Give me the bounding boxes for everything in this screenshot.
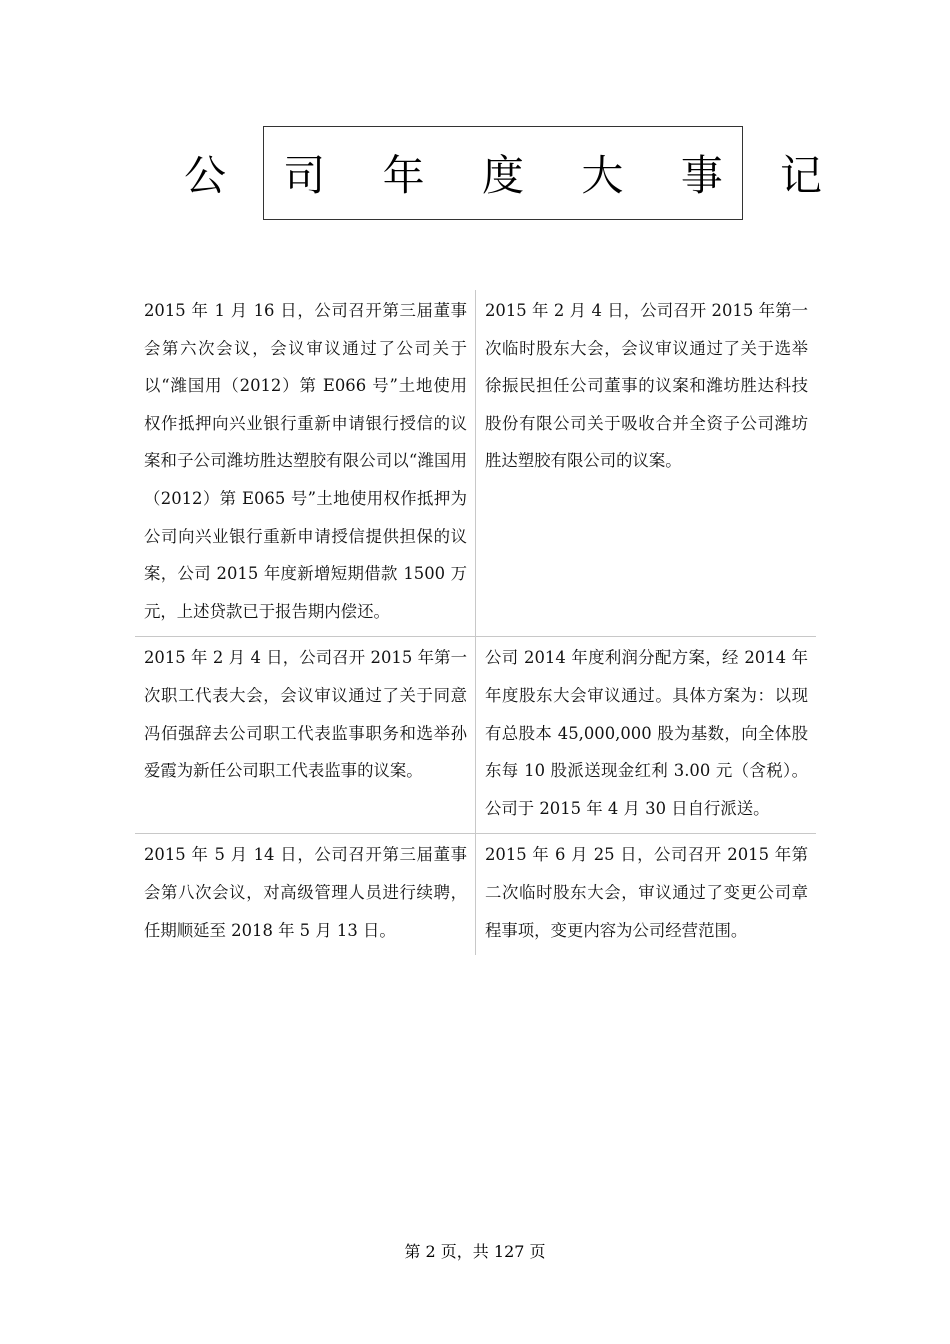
event-cell-right: 2015 年 6 月 25 日，公司召开 2015 年第二次临时股东大会，审议通过了变更公司章程事项，变更内容为公司经营范围。 bbox=[475, 834, 816, 955]
event-cell-right: 2015 年 2 月 4 日，公司召开 2015 年第一次临时股东大会，会议审议通过了关于选举徐振民担任公司董事的议案和潍坊胜达科技股份有限公司关于吸收合并全资子公司潍坊胜达塑胶有限公司的议案。 bbox=[475, 290, 816, 636]
table-row bbox=[135, 637, 816, 834]
page-footer: 第 2 页，共 127 页 bbox=[404, 1242, 546, 1261]
page-title: 公 司 年 度 大 事 记 bbox=[183, 151, 845, 200]
title-box bbox=[183, 126, 845, 220]
event-cell-left: 2015 年 1 月 16 日，公司召开第三届董事会第六次会议，会议审议通过了公司关于以“潍国用（2012）第 E066 号”土地使用权作抵押向兴业银行重新申请银行授信的议案和子公司潍坊胜达塑胶有限公司以“潍国用（2012）第 E065 号”土地使用权作抵押为公司向兴业银行重新申请授信提供担保的议案，公司 2015 年度新增短期借款 1500 万元，上述贷款已于报告期内偿还。 bbox=[144, 301, 467, 621]
events-table bbox=[135, 290, 816, 955]
table-row bbox=[135, 834, 816, 955]
event-cell-left: 2015 年 5 月 14 日，公司召开第三届董事会第八次会议，对高级管理人员进行续聘，任期顺延至 2018 年 5 月 13 日。 bbox=[144, 845, 467, 940]
table-row bbox=[135, 290, 816, 637]
event-cell-left: 2015 年 2 月 4 日，公司召开 2015 年第一次职工代表大会，会议审议通过了关于同意冯佰强辞去公司职工代表监事职务和选举孙爱霞为新任公司职工代表监事的议案。 bbox=[144, 648, 467, 781]
event-cell-right: 公司 2014 年度利润分配方案，经 2014 年年度股东大会审议通过。具体方案为：以现有总股本 45,000,000 股为基数，向全体股东每 10 股派送现金红利 3.00 元（含税）。公司于 2015 年 4 月 30 日自行派送。 bbox=[475, 637, 816, 833]
